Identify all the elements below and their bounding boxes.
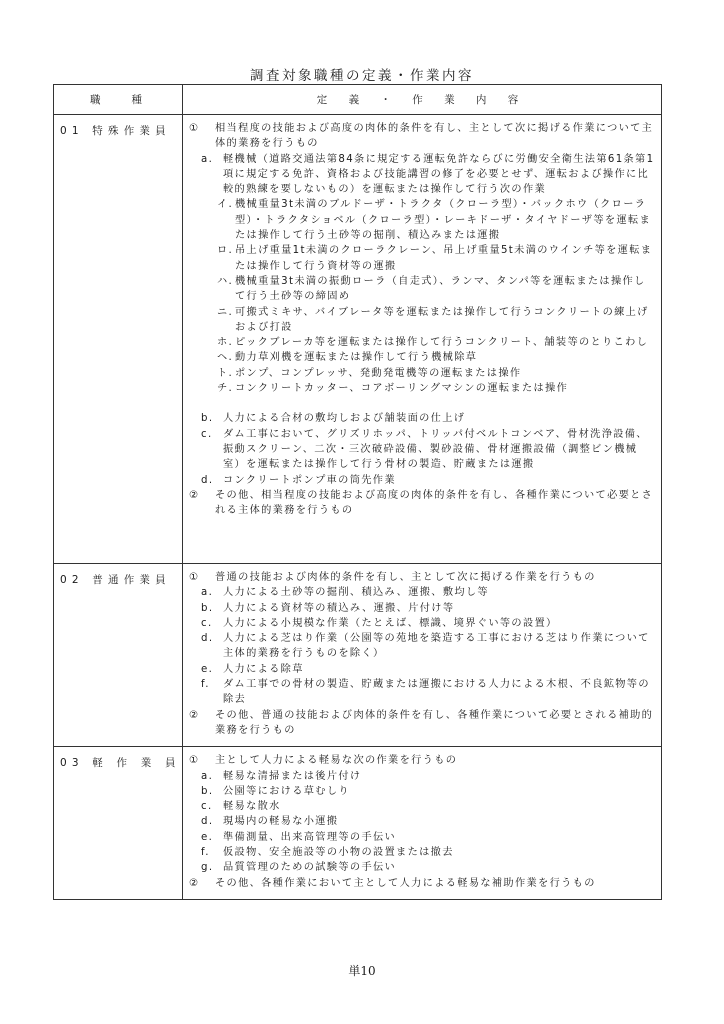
item-marker: c. [201, 617, 213, 629]
item-text: 公園等における草むしり [223, 785, 350, 797]
definition-item [189, 274, 655, 305]
item-text: 準備測量、出来高管理等の手伝い [223, 831, 397, 843]
item-text: 相当程度の技能および高度の肉体的条件を有し、主として次に掲げる作業について主体的業務を行うもの [215, 123, 654, 150]
item-text: 品質管理のための試験等の手伝い [223, 862, 397, 874]
definition-item [189, 860, 655, 875]
definition-item [189, 570, 655, 585]
item-text: 動力草刈機を運転または操作して行う機械除草 [235, 352, 478, 364]
definition-item [189, 335, 655, 350]
item-text: 人力による合材の敷均しおよび舗装面の仕上げ [223, 413, 466, 425]
item-marker: b. [201, 602, 214, 614]
item-marker: イ. [217, 199, 234, 211]
item-text: 軽易な清掃または後片付け [223, 770, 362, 782]
item-text: 主として人力による軽易な次の作業を行うもの [215, 755, 458, 767]
item-text: 現場内の軽易な小運搬 [223, 816, 339, 828]
item-text: コンクリートカッター、コアボーリングマシンの運転または操作 [235, 383, 569, 395]
job-type-cell: 01 特殊作業員 [54, 115, 183, 564]
item-text: その他、各種作業において主として人力による軽易な補助作業を行うもの [215, 877, 596, 889]
item-marker: チ. [217, 383, 234, 395]
definition-item [189, 662, 655, 677]
spacer [189, 396, 655, 411]
document-title: 調査対象職種の定義・作業内容 [250, 68, 474, 84]
item-text: 軽機械（道路交通法第84条に規定する運転免許ならびに労働安全衛生法第61条第1項に規定する免許、資格および技能講習の修了を必要とせず、運転および操作に比較的熟練を要しないもの）を運転または操作して行う次の作業 [223, 153, 655, 196]
job-type-cell: 03 軽 作 業 員 [54, 747, 183, 900]
item-marker: a. [201, 587, 214, 599]
item-marker: f. [201, 847, 210, 859]
item-text: 普通の技能および肉体的条件を有し、主として次に掲げる作業を行うもの [215, 572, 596, 583]
item-text: 人力による土砂等の掘削、積込み、運搬、敷均し等 [223, 587, 489, 599]
item-marker: ① [189, 123, 200, 134]
definition-item [189, 305, 655, 336]
item-text: その他、相当程度の技能および高度の肉体的条件を有し、各種作業について必要とされる主体的業務を行うもの [215, 489, 654, 517]
definition-item [189, 350, 655, 365]
item-marker: d. [201, 816, 214, 828]
item-marker: ハ. [217, 275, 234, 287]
item-text: 機械重量3t未満のブルドーザ・トラクタ（クローラ型）・バックホウ（クローラ型）・トラクタショベル（クローラ型）・レーキドーザ・タイヤドーザ等を運転または操作して行う土砂等の掘削、積込みまたは運搬 [235, 199, 652, 242]
table-row [54, 564, 662, 747]
item-marker: ② [189, 709, 200, 721]
definition-item [189, 243, 655, 274]
item-marker: c. [201, 428, 213, 440]
item-text: コンクリートポンプ車の筒先作業 [223, 474, 396, 486]
item-marker: ② [189, 489, 200, 501]
definition-item [189, 799, 655, 814]
definition-item [189, 876, 655, 891]
header-definition: 定 義 ・ 作 業 内 容 [183, 85, 662, 115]
item-text: その他、普通の技能および肉体的条件を有し、各種作業について必要とされる補助的業務を行うもの [215, 709, 654, 736]
item-marker: f. [201, 679, 210, 691]
definition-item [189, 784, 655, 799]
item-marker: ① [189, 755, 200, 767]
definition-item [189, 488, 655, 519]
definition-item [189, 585, 655, 600]
definition-item [189, 411, 655, 426]
header-job-char2: 種 [131, 94, 142, 106]
header-job-type [54, 85, 183, 115]
item-text: ポンプ、コンプレッサ、発動発電機等の運転または操作 [235, 367, 522, 379]
definition-cell [183, 115, 662, 564]
definition-item [189, 601, 655, 616]
item-marker: e. [201, 663, 214, 675]
item-marker: ト. [217, 367, 234, 379]
item-text: 人力による芝はり作業（公園等の苑地を築造する工事における芝はり作業について主体的業務を行うものを除く） [223, 633, 650, 660]
job-type-cell: 02 普通作業員 [54, 564, 183, 747]
definition-item [189, 381, 655, 396]
item-marker: a. [201, 770, 214, 782]
definition-cell [183, 564, 662, 747]
item-marker: d. [201, 474, 214, 486]
table-row [54, 747, 662, 900]
page-number: 単10 [348, 964, 376, 978]
item-marker: g. [201, 862, 214, 874]
item-marker: ② [189, 877, 200, 889]
definition-item [189, 152, 655, 198]
item-text: 可搬式ミキサ、バイブレータ等を運転または操作して行うコンクリートの練上げおよび打設 [235, 306, 649, 333]
item-marker: b. [201, 785, 214, 797]
definition-item [189, 845, 655, 860]
definition-item [189, 197, 655, 243]
item-marker: ホ. [217, 337, 234, 349]
item-marker: ① [189, 572, 200, 583]
item-text: ピックブレーカ等を運転または操作して行うコンクリート、舗装等のとりこわし [235, 337, 649, 349]
item-marker: c. [201, 801, 213, 813]
item-text: 人力による小規模な作業（たとえば、標識、境界ぐい等の設置） [223, 617, 558, 629]
definition-item [189, 769, 655, 784]
item-marker: ニ. [217, 306, 234, 318]
definition-item [189, 677, 655, 708]
table-row [54, 115, 662, 564]
item-marker: a. [201, 153, 214, 165]
item-marker: ヘ. [217, 352, 234, 364]
table-header-row [54, 85, 662, 115]
definition-item [189, 814, 655, 829]
item-marker: ロ. [217, 245, 234, 257]
definition-item [189, 830, 655, 845]
item-text: 吊上げ重量1t未満のクローラクレーン、吊上げ重量5t未満のウインチ等を運転または操作して行う資材等の運搬 [235, 245, 653, 272]
definition-item [189, 366, 655, 381]
item-marker: d. [201, 633, 214, 645]
item-marker: e. [201, 831, 214, 843]
item-marker: b. [201, 413, 214, 425]
item-text: 人力による資材等の積込み、運搬、片付け等 [223, 602, 455, 614]
item-text: 仮設物、安全施設等の小物の設置または撤去 [223, 847, 454, 859]
definition-item [189, 753, 655, 768]
item-text: ダム工事において、グリズリホッパ、トリッパ付ベルトコンベア、骨材洗浄設備、振動スクリーン、二次・三次破砕設備、製砂設備、骨材運搬設備（調整ビン機械室）を運転または操作して行う骨材の製造、貯蔵または運搬 [223, 428, 648, 471]
definition-item [189, 708, 655, 739]
header-job-char1: 職 [90, 94, 101, 106]
definition-item [189, 616, 655, 631]
definition-item [189, 473, 655, 488]
definition-item [189, 121, 655, 152]
item-text: 人力による除草 [223, 663, 304, 675]
job-definition-table [53, 84, 662, 900]
item-text: ダム工事での骨材の製造、貯蔵または運搬における人力による木根、不良鉱物等の除去 [223, 679, 650, 706]
definition-item [189, 631, 655, 662]
item-text: 機械重量3t未満の振動ローラ（自走式）、ランマ、タンパ等を運転または操作して行う土砂等の締固め [235, 275, 646, 303]
definition-cell [183, 747, 662, 900]
item-text: 軽易な散水 [223, 801, 281, 813]
definition-item [189, 427, 655, 473]
